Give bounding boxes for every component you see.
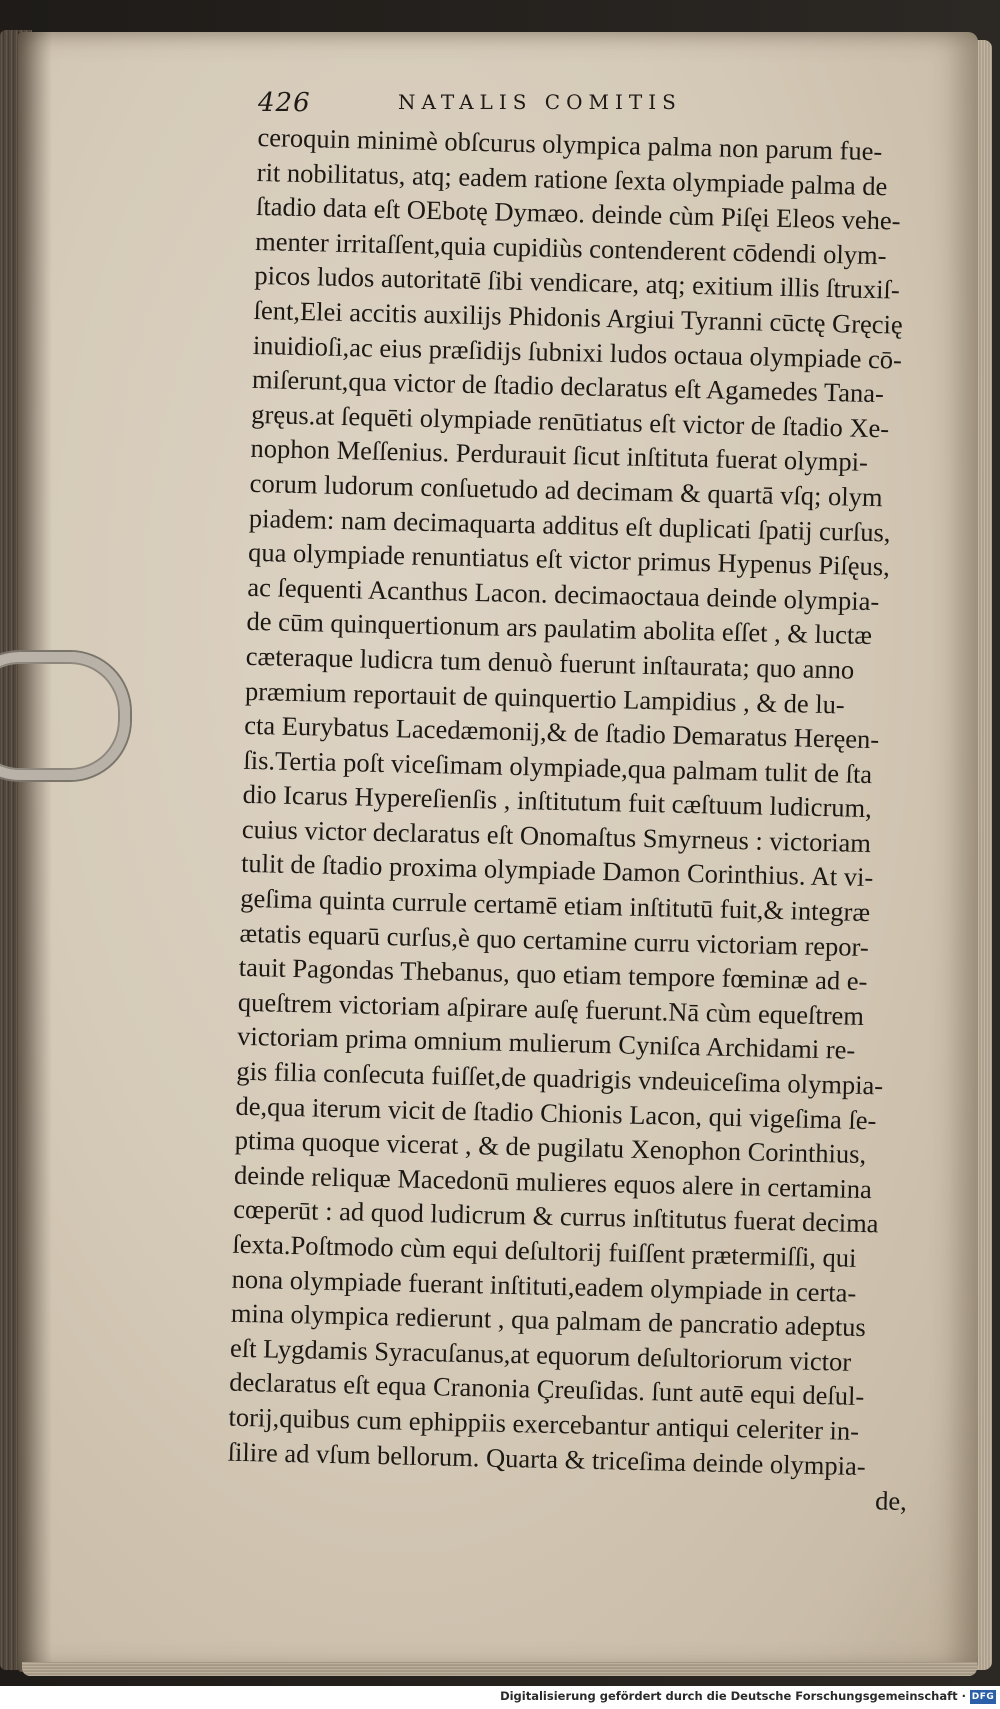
text-line: gręus.at ſequēti olympiade renūtiatus eſt victor de ſtadio Xe-	[250, 398, 890, 444]
funding-credit: Digitalisierung gefördert durch die Deutsche Forschungsgemeinschaft ·	[500, 1689, 966, 1703]
text-line: ptima quoque vicerat , & de pugilatu Xenophon Corinthius,	[234, 1124, 867, 1170]
text-line: eſt Lygdamis Syracuſanus,at equorum deſultoriorum victor	[229, 1332, 852, 1377]
text-line: rit nobilitatus, atq; eadem ratione ſexta olympiade palma de	[256, 156, 888, 201]
text-line: cuius victor declaratus eſt Onomaſtus Smyrneus : victoriam	[241, 813, 872, 858]
text-line: mina olympica redierunt , qua palmam de pancratio adeptus	[230, 1297, 867, 1343]
footer-bar	[0, 1686, 1000, 1709]
text-line: dio Icarus Hypereſienſis , inſtitutum fuit cæſtuum ludicrum,	[242, 779, 873, 824]
text-line: de,qua iterum vicit de ſtadio Chionis Lacon, qui vigeſima ſe-	[235, 1090, 877, 1135]
text-line: queſtrem victoriam aſpirare auſę fuerunt.Nā cùm equeſtrem	[237, 986, 865, 1031]
text-line: nophon Meſſenius. Perdurauit ſicut inſtituta fuerat olympi-	[250, 433, 869, 478]
text-line: deinde reliquæ Macedonū mulieres equos alere in certamina	[233, 1159, 873, 1205]
text-line: piadem: nam decimaquarta additus eſt duplicati ſpatij curſus,	[248, 502, 891, 547]
text-line: torij,quibus cum ephippiis exercebantur antiqui celeriter in-	[228, 1401, 860, 1446]
text-line: tauit Pagondas Thebanus, quo etiam tempore fœminæ ad e-	[238, 952, 868, 997]
text-line: cæteraque ludicra tum denuò fuerunt inſtaurata; quo anno	[245, 640, 855, 685]
catchword: de,	[874, 1485, 908, 1517]
text-line: ac ſequenti Acanthus Lacon. decimaoctaua deinde olympia-	[247, 571, 880, 616]
text-line: ſexta.Poſtmodo cùm equi deſultorij fuiſſent prætermiſſi, qui	[232, 1228, 857, 1273]
text-line: ſtadio data eſt OEbotę Dymæo. deinde cùm Piſęi Eleos vehe-	[255, 191, 901, 236]
text-line: nona olympiade fuerant inſtituti,eadem olympiade in certa-	[231, 1263, 857, 1308]
page-clip	[0, 652, 130, 780]
running-head: NATALIS COMITIS	[398, 90, 682, 114]
text-line: gis filia conſecuta fuiſſet,de quadrigis vndeuiceſima olympia-	[236, 1055, 884, 1101]
page-bottom-edges	[22, 1662, 977, 1676]
text-line: inuidioſi,ac eius præſidijs ſubnixi ludos octaua olympiade cō-	[252, 329, 903, 375]
text-line: qua olympiade renuntiatus eſt victor primus Hypenus Piſęus,	[247, 537, 891, 582]
text-line: ſent,Elei accitis auxilijs Phidonis Argiui Tyranni cūctę Gręcię	[253, 294, 904, 340]
page-number: 426	[258, 88, 311, 118]
text-line: tulit de ſtadio proxima olympiade Damon Corinthius. At vi-	[240, 848, 874, 893]
text-line: præmium reportauit de quinquertio Lampidius , & de lu-	[244, 675, 846, 719]
text-line: menter irritaſſent,quia cupidiùs contenderent cōdendi olym-	[254, 225, 887, 271]
body-text	[227, 120, 948, 1519]
text-line: victoriam prima omnium mulierum Cyniſca Archidami re-	[236, 1021, 856, 1066]
text-line: ætatis equarū curſus,è quo certamine curru victoriam repor-	[239, 917, 870, 962]
text-line: geſima quinta currule certamē etiam inſtitutū fuit,& integræ	[240, 882, 871, 928]
text-line: de cūm quinquertionum ars paulatim abolita eſſet , & luctæ	[246, 606, 873, 651]
text-line: cta Eurybatus Lacedæmonij,& de ſtadio Demaratus Heręen-	[243, 709, 880, 755]
text-line: declaratus eſt equa Cranonia Çreuſidas. ſunt autē equi deſul-	[229, 1367, 865, 1412]
text-line: ceroquin minimè obſcurus olympica palma non parum fue-	[257, 121, 883, 167]
text-line: corum ludorum conſuetudo ad decimam & quartā vſq; olym	[249, 467, 883, 513]
text-line: picos ludos autoritatē ſibi vendicare, atq; exitium illis ſtruxiſ-	[254, 260, 901, 305]
text-line: cœperūt : ad quod ludicrum & currus inſtitutus fuerat decima	[232, 1194, 879, 1239]
text-line: ſis.Tertia poſt viceſimam olympiade,qua palmam tulit de ſta	[243, 744, 873, 789]
dfg-logo-icon: DFG	[971, 1692, 995, 1702]
text-line: miſerunt,qua victor de ſtadio declaratus eſt Agamedes Tana-	[251, 364, 885, 409]
text-line: ſilire ad vſum bellorum. Quarta & triceſima deinde olympia-	[227, 1436, 866, 1481]
